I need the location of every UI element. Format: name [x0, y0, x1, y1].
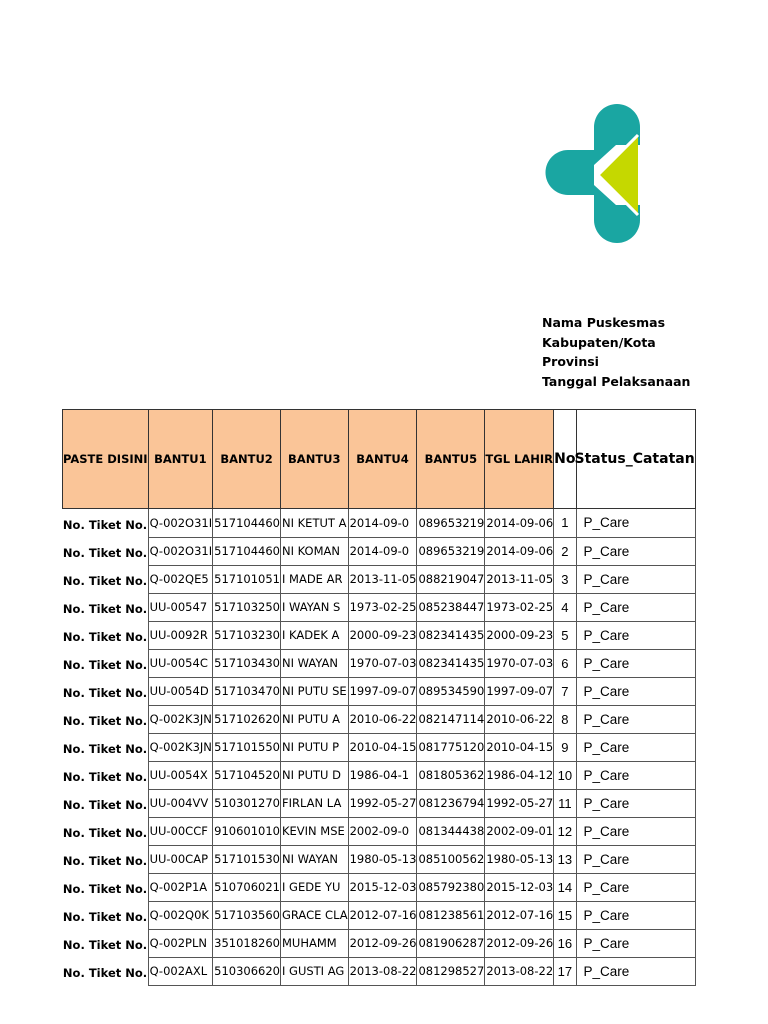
cell-no: 12: [554, 817, 576, 845]
cell-bantu1: Q-002O31I: [148, 509, 213, 538]
cell-bantu2: 517101051: [213, 565, 281, 593]
cell-status: P_Care: [576, 929, 695, 957]
cell-tgl-lahir: 2014-09-06: [485, 537, 554, 565]
header-paste-disini: PASTE DISINI: [63, 410, 149, 509]
cell-bantu4: 2010-06-22: [348, 705, 417, 733]
cell-tiket: No. Tiket No.: [62, 517, 148, 532]
cell-bantu5: 081236794: [417, 789, 485, 817]
cell-no: 4: [554, 593, 576, 621]
cell-tgl-lahir: 2013-11-05: [485, 565, 554, 593]
cell-tgl-lahir: 2010-04-15: [485, 733, 554, 761]
puskesmas-info: [542, 313, 691, 391]
cell-bantu4: 1992-05-27: [348, 789, 417, 817]
cell-bantu5: 089653219: [417, 537, 485, 565]
cell-status: P_Care: [576, 957, 695, 985]
cell-bantu5: 082341435: [417, 649, 485, 677]
cell-bantu2: 517101530: [213, 845, 281, 873]
cell-status: P_Care: [576, 649, 695, 677]
cell-bantu2: 510306620: [213, 957, 281, 985]
cell-bantu1: UU-00CCF: [148, 817, 213, 845]
table-row: [63, 845, 696, 873]
cell-bantu2: 517104520: [213, 761, 281, 789]
cell-bantu5: 085238447: [417, 593, 485, 621]
cell-no: 16: [554, 929, 576, 957]
cell-status: P_Care: [576, 845, 695, 873]
cell-bantu3: NI WAYAN: [280, 649, 348, 677]
cell-bantu2: 517102620: [213, 705, 281, 733]
cell-bantu3: NI PUTU P: [280, 733, 348, 761]
cell-no: 6: [554, 649, 576, 677]
cell-tgl-lahir: 2012-09-26: [485, 929, 554, 957]
cell-status: P_Care: [576, 565, 695, 593]
table-row: [63, 649, 696, 677]
cell-no: 1: [554, 509, 576, 538]
cell-bantu5: 081298527: [417, 957, 485, 985]
cell-status: P_Care: [576, 873, 695, 901]
header-tgl-lahir: TGL LAHIR: [485, 410, 554, 509]
cell-status: P_Care: [576, 621, 695, 649]
cell-bantu4: 2002-09-0: [348, 817, 417, 845]
cell-bantu2: 517103430: [213, 649, 281, 677]
cell-status: P_Care: [576, 901, 695, 929]
table-row: [63, 789, 696, 817]
cell-bantu3: NI PUTU SE: [280, 677, 348, 705]
cell-bantu5: 081238561: [417, 901, 485, 929]
cell-bantu3: NI PUTU A: [280, 705, 348, 733]
cell-bantu4: 2013-08-22: [348, 957, 417, 985]
label-kabupaten-kota: Kabupaten/Kota: [542, 334, 656, 350]
cell-bantu3: KEVIN MSE: [280, 817, 348, 845]
cell-bantu3: GRACE CLA: [280, 901, 348, 929]
cell-bantu4: 1973-02-25: [348, 593, 417, 621]
cell-bantu5: 089653219: [417, 509, 485, 538]
table-row: [63, 537, 696, 565]
cell-bantu1: UU-00547: [148, 593, 213, 621]
cell-no: 10: [554, 761, 576, 789]
cell-tgl-lahir: 2012-07-16: [485, 901, 554, 929]
table-row: [63, 817, 696, 845]
cell-bantu5: 082147114: [417, 705, 485, 733]
cell-bantu2: 517104460: [213, 537, 281, 565]
cell-status: P_Care: [576, 537, 695, 565]
cell-bantu4: 2014-09-0: [348, 509, 417, 538]
cell-bantu2: 517103230: [213, 621, 281, 649]
cell-bantu1: Q-002AXL: [148, 957, 213, 985]
cell-bantu3: I WAYAN S: [280, 593, 348, 621]
cell-tgl-lahir: 2013-08-22: [485, 957, 554, 985]
cell-tgl-lahir: 2002-09-01: [485, 817, 554, 845]
header-bantu1: BANTU1: [148, 410, 213, 509]
cell-tiket: No. Tiket No.: [62, 741, 148, 756]
cell-tgl-lahir: 1986-04-12: [485, 761, 554, 789]
cell-bantu3: NI KOMAN: [280, 537, 348, 565]
header-no: No: [554, 410, 576, 509]
label-provinsi: Provinsi: [542, 354, 599, 369]
cell-tgl-lahir: 2014-09-06: [485, 509, 554, 538]
cell-tiket: No. Tiket No.: [62, 629, 148, 644]
header-bantu2: BANTU2: [213, 410, 281, 509]
logo-left-shape: [546, 150, 595, 195]
cell-bantu1: Q-002P1A: [148, 873, 213, 901]
table-row: [63, 593, 696, 621]
cell-bantu2: 351018260: [213, 929, 281, 957]
cell-bantu1: UU-0092R: [148, 621, 213, 649]
cell-bantu1: Q-002PLN: [148, 929, 213, 957]
cell-tiket: No. Tiket No.: [62, 797, 148, 812]
cell-tiket: No. Tiket No.: [62, 965, 148, 980]
cell-no: 3: [554, 565, 576, 593]
header-status-catatan: Status_Catatan: [576, 410, 695, 509]
cell-bantu1: Q-002Q0K: [148, 901, 213, 929]
cell-bantu4: 2012-07-16: [348, 901, 417, 929]
cell-status: P_Care: [576, 593, 695, 621]
cell-bantu1: UU-0054X: [148, 761, 213, 789]
cell-bantu3: NI PUTU D: [280, 761, 348, 789]
cell-no: 2: [554, 537, 576, 565]
cell-tiket: No. Tiket No.: [62, 909, 148, 924]
cell-no: 8: [554, 705, 576, 733]
cell-tgl-lahir: 1980-05-13: [485, 845, 554, 873]
cell-status: P_Care: [576, 509, 695, 538]
table-header-row: [63, 410, 696, 509]
cell-tiket: No. Tiket No.: [62, 657, 148, 672]
cell-bantu1: UU-004VV: [148, 789, 213, 817]
cell-status: P_Care: [576, 733, 695, 761]
cell-bantu5: 082341435: [417, 621, 485, 649]
cell-bantu3: MUHAMM: [280, 929, 348, 957]
cell-no: 11: [554, 789, 576, 817]
table-row: [63, 901, 696, 929]
cell-bantu2: 517103250: [213, 593, 281, 621]
cell-status: P_Care: [576, 817, 695, 845]
cell-tiket: No. Tiket No.: [62, 601, 148, 616]
cell-bantu2: 517104460: [213, 509, 281, 538]
cell-bantu3: NI WAYAN: [280, 845, 348, 873]
cell-tgl-lahir: 2010-06-22: [485, 705, 554, 733]
cell-tgl-lahir: 1992-05-27: [485, 789, 554, 817]
cell-bantu1: Q-002K3JN: [148, 733, 213, 761]
cell-bantu4: 1980-05-13: [348, 845, 417, 873]
label-nama-puskesmas: Nama Puskesmas: [542, 315, 666, 330]
cell-bantu3: I KADEK A: [280, 621, 348, 649]
cell-bantu1: UU-0054D: [148, 677, 213, 705]
cell-bantu4: 1986-04-1: [348, 761, 417, 789]
cell-tgl-lahir: 2000-09-23: [485, 621, 554, 649]
data-table: [62, 409, 696, 986]
table-row: [63, 761, 696, 789]
cell-bantu4: 2013-11-05: [348, 565, 417, 593]
cell-bantu2: 510706021: [213, 873, 281, 901]
cell-bantu2: 910601010: [213, 817, 281, 845]
cell-bantu2: 517101550: [213, 733, 281, 761]
cell-tiket: No. Tiket No.: [62, 573, 148, 588]
cell-bantu5: 081906287: [417, 929, 485, 957]
cell-bantu2: 517103560: [213, 901, 281, 929]
cell-no: 15: [554, 901, 576, 929]
cell-bantu4: 1970-07-03: [348, 649, 417, 677]
header-bantu4: BANTU4: [348, 410, 417, 509]
cell-bantu2: 517103470: [213, 677, 281, 705]
cell-status: P_Care: [576, 789, 695, 817]
cell-bantu2: 510301270: [213, 789, 281, 817]
cell-bantu1: UU-00CAP: [148, 845, 213, 873]
cell-bantu5: 085100562: [417, 845, 485, 873]
cell-bantu5: 089534590: [417, 677, 485, 705]
cell-bantu4: 2010-04-15: [348, 733, 417, 761]
cell-bantu3: I GEDE YU: [280, 873, 348, 901]
cell-bantu5: 085792380: [417, 873, 485, 901]
cell-bantu4: 2000-09-23: [348, 621, 417, 649]
table-row: [63, 873, 696, 901]
cell-bantu5: 081344438: [417, 817, 485, 845]
table-row: [63, 621, 696, 649]
cell-bantu1: UU-0054C: [148, 649, 213, 677]
cell-tgl-lahir: 1970-07-03: [485, 649, 554, 677]
cell-bantu3: I MADE AR: [280, 565, 348, 593]
cell-bantu1: Q-002O31I: [148, 537, 213, 565]
cell-bantu1: Q-002K3JN: [148, 705, 213, 733]
data-table-wrapper: [62, 409, 695, 980]
table-row: [63, 929, 696, 957]
cell-no: 9: [554, 733, 576, 761]
cell-tiket: No. Tiket No.: [62, 825, 148, 840]
table-row: [63, 705, 696, 733]
cell-no: 13: [554, 845, 576, 873]
cell-bantu1: Q-002QE5: [148, 565, 213, 593]
cell-tiket: No. Tiket No.: [62, 545, 148, 560]
cell-status: P_Care: [576, 761, 695, 789]
cell-no: 17: [554, 957, 576, 985]
cell-no: 7: [554, 677, 576, 705]
table-row: [63, 677, 696, 705]
header-bantu5: BANTU5: [417, 410, 485, 509]
table-row: [63, 565, 696, 593]
cell-tiket: No. Tiket No.: [62, 881, 148, 896]
cell-no: 5: [554, 621, 576, 649]
table-row: [63, 733, 696, 761]
cell-bantu4: 2014-09-0: [348, 537, 417, 565]
cell-status: P_Care: [576, 677, 695, 705]
cell-tgl-lahir: 1973-02-25: [485, 593, 554, 621]
cell-tiket: No. Tiket No.: [62, 937, 148, 952]
header-bantu3: BANTU3: [280, 410, 348, 509]
cell-bantu5: 081805362: [417, 761, 485, 789]
cell-tiket: No. Tiket No.: [62, 769, 148, 784]
cell-bantu4: 2015-12-03: [348, 873, 417, 901]
table-row: [63, 957, 696, 985]
cell-bantu3: NI KETUT A: [280, 509, 348, 538]
cell-bantu5: 081775120: [417, 733, 485, 761]
cell-bantu4: 2012-09-26: [348, 929, 417, 957]
cell-bantu4: 1997-09-07: [348, 677, 417, 705]
kemenkes-logo: [546, 105, 640, 242]
cell-bantu5: 088219047: [417, 565, 485, 593]
label-tanggal-pelaksanaan: Tanggal Pelaksanaan: [542, 373, 691, 389]
cell-bantu3: FIRLAN LA: [280, 789, 348, 817]
table-row: [63, 509, 696, 538]
cell-status: P_Care: [576, 705, 695, 733]
cell-tiket: No. Tiket No.: [62, 713, 148, 728]
cell-tgl-lahir: 1997-09-07: [485, 677, 554, 705]
cell-bantu3: I GUSTI AG: [280, 957, 348, 985]
cell-tiket: No. Tiket No.: [62, 685, 148, 700]
cell-no: 14: [554, 873, 576, 901]
cell-tgl-lahir: 2015-12-03: [485, 873, 554, 901]
cell-tiket: No. Tiket No.: [62, 853, 148, 868]
